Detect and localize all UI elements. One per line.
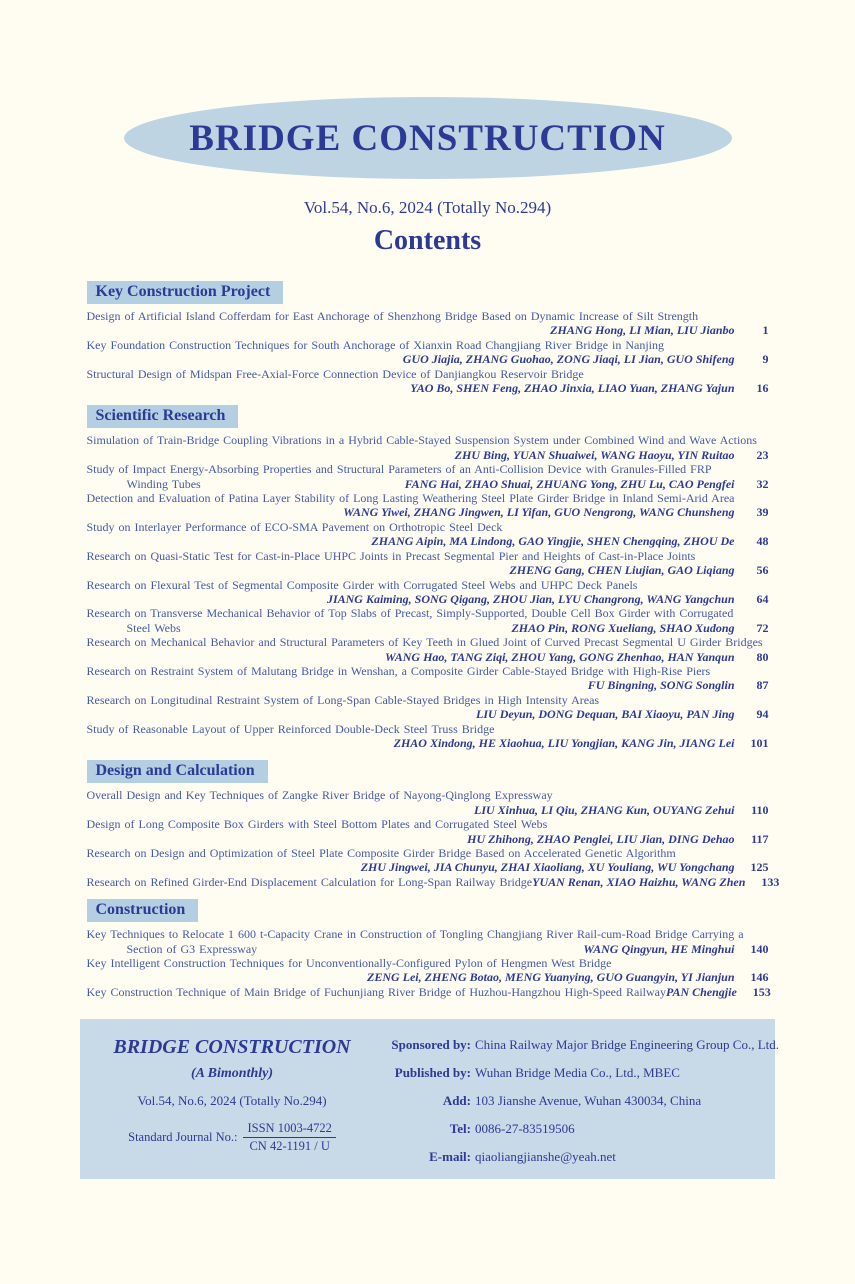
article-page-number: 117 [751, 831, 769, 846]
article-authors: LIU Deyun, DONG Dequan, BAI Xiaoyu, PAN Jing [476, 707, 735, 722]
article-title-continuation: Steel Webs [126, 620, 181, 635]
footer-info-label: Add: [442, 1093, 471, 1109]
authors-page-group [550, 323, 768, 337]
article-page-number: 146 [750, 970, 769, 985]
article-title-continuation: Winding Tubes [126, 476, 201, 491]
footer-subtitle: (A Bimonthly) [190, 1066, 274, 1082]
issn-value: ISSN 1003-4722 [243, 1121, 335, 1138]
journal-title-banner [124, 97, 732, 179]
article-authors: YAO Bo, SHEN Feng, ZHAO Jinxia, LIAO Yuan, ZHANG Yajun [410, 381, 735, 396]
authors-page-group [367, 970, 769, 984]
authors-page-group [394, 736, 769, 750]
footer-box [80, 1019, 780, 1179]
authors-page-group [410, 381, 768, 395]
footer-info-value: 103 Jianshe Avenue, Wuhan 430034, China [475, 1093, 702, 1109]
article-page-number: 87 [756, 678, 769, 693]
article-title-continuation: Section of G3 Expressway [126, 941, 258, 956]
toc-entry [87, 956, 769, 985]
section-label: Design and Calculation [95, 762, 255, 780]
article-page-number: 23 [756, 447, 769, 462]
footer-info-row [376, 1065, 779, 1081]
article-title: Study of Reasonable Layout of Upper Reinforced Double-Deck Steel Truss Bridge [86, 721, 495, 736]
article-authors: ZHENG Gang, CHEN Liujian, GAO Liqiang [509, 563, 735, 578]
toc-entry [87, 309, 769, 338]
article-page-number: 32 [756, 476, 769, 491]
article-page-number: 140 [750, 941, 769, 956]
article-title: Research on Longitudinal Restraint System of Long-Span Cable-Stayed Bridges in High Intensity Areas [86, 692, 600, 707]
article-authors: WANG Qingyun, HE Minghui [583, 941, 735, 956]
authors-page-group [327, 592, 769, 606]
article-authors: GUO Jiajia, ZHANG Guohao, ZONG Jiaqi, LI Jian, GUO Shifeng [402, 352, 735, 367]
article-page-number: 39 [756, 505, 769, 520]
article-page-number: 9 [762, 352, 769, 367]
page [0, 97, 855, 1179]
article-page-number: 64 [756, 591, 769, 606]
article-title: Research on Transverse Mechanical Behavior of Top Slabs of Precast, Simply-Supported, Double Cell Box Girder with Corrugated [86, 606, 734, 621]
footer-info-rows [376, 1036, 779, 1179]
footer-volume-line: Vol.54, No.6, 2024 (Totally No.294) [137, 1093, 327, 1109]
article-page-number: 48 [756, 534, 769, 549]
toc-entry [87, 788, 769, 817]
toc-entry [87, 491, 769, 520]
article-authors: FANG Hai, ZHAO Shuai, ZHUANG Yong, ZHU Lu, CAO Pengfei [404, 476, 735, 491]
toc-entry [87, 985, 769, 999]
authors-page-group [511, 621, 768, 635]
toc-entry [87, 367, 769, 396]
section-header [87, 899, 199, 922]
standard-journal-label: Standard Journal No.: [128, 1130, 238, 1145]
footer-info-row [376, 1121, 779, 1137]
article-authors: WANG Yiwei, ZHANG Jingwen, LI Yifan, GUO Nengrong, WANG Chunsheng [343, 505, 735, 520]
authors-page-group [588, 678, 769, 692]
footer-info-label: Tel: [449, 1121, 471, 1137]
article-authors: ZHANG Hong, LI Mian, LIU Jianbo [550, 323, 735, 338]
authors-page-group [405, 477, 769, 491]
authors-page-group [371, 534, 768, 548]
toc [86, 281, 780, 999]
article-title: Design of Long Composite Box Girders with Steel Bottom Plates and Corrugated Steel Webs [86, 817, 548, 832]
article-page-number: 56 [756, 563, 769, 578]
article-title: Research on Design and Optimization of Steel Plate Composite Girder Bridge Based on Accelerated Genetic Algorithm [86, 846, 676, 860]
article-page-number: 101 [750, 735, 769, 750]
cn-value: CN 42-1191 / U [249, 1139, 330, 1154]
article-authors: WANG Hao, TANG Ziqi, ZHOU Yang, GONG Zhenhao, HAN Yanqun [384, 649, 735, 664]
footer-standard-journal-no [88, 1121, 376, 1154]
article-title: Key Construction Technique of Main Bridge of Fuchunjiang River Bridge of Huzhou-Hangzhou High-Speed Railway [86, 984, 666, 999]
article-title: Structural Design of Midspan Free-Axial-Force Connection Device of Danjiangkou Reservoir Bridge [86, 366, 584, 381]
footer-info-value: qiaoliangjianshe@yeah.net [475, 1149, 616, 1165]
section-header [87, 760, 268, 783]
footer-info-value: 0086-27-83519506 [475, 1121, 575, 1137]
article-title: Research on Quasi-Static Test for Cast-in-Place UHPC Joints in Precast Segmental Pier and Heights of Cast-in-Place Joints [86, 548, 696, 563]
toc-entry [87, 606, 769, 635]
toc-entry [87, 520, 769, 549]
article-title: Simulation of Train-Bridge Coupling Vibrations in a Hybrid Cable-Stayed Suspension System under Combined Wind and Wave Actions [86, 433, 757, 448]
toc-entry [87, 664, 769, 693]
authors-page-group [476, 707, 768, 721]
section-label: Key Construction Project [95, 283, 271, 300]
footer-info-value: China Railway Major Bridge Engineering Group Co., Ltd. [475, 1037, 780, 1053]
footer-info-label: E-mail: [429, 1149, 471, 1165]
footer-info-label: Published by: [394, 1065, 471, 1081]
article-authors: FU Bingning, SONG Songlin [587, 678, 735, 693]
article-page-number: 72 [756, 620, 769, 635]
article-authors: ZENG Lei, ZHENG Botao, MENG Yuanying, GUO Guangyin, YI Jianjun [366, 970, 735, 985]
authors-page-group [467, 832, 768, 846]
article-authors: YUAN Renan, XIAO Haizhu, WANG Zhen [532, 874, 746, 889]
volume-line: Vol.54, No.6, 2024 (Totally No.294) [303, 198, 552, 217]
footer-journal-title: BRIDGE CONSTRUCTION [113, 1036, 351, 1059]
article-page-number: 153 [752, 984, 771, 999]
toc-entry [86, 874, 780, 889]
article-title: Study of Impact Energy-Absorbing Properties and Structural Parameters of an Anti-Collision Device with Granules-Filled FRP [86, 462, 712, 477]
article-title: Key Foundation Construction Techniques for South Anchorage of Xianxin Road Changjiang River Bridge in Nanjing [86, 337, 665, 352]
section-label: Construction [95, 901, 186, 919]
article-title: Detection and Evaluation of Patina Layer Stability of Long Lasting Weathering Steel Plate Girder Bridge in Inland Semi-Arid Area [86, 491, 735, 506]
authors-page-group [343, 505, 768, 519]
issn-cn-fraction [243, 1121, 335, 1154]
toc-entry [87, 817, 769, 846]
journal-title: BRIDGE CONSTRUCTION [189, 117, 666, 159]
article-title: Study on Interlayer Performance of ECO-SMA Pavement on Orthotropic Steel Deck [86, 519, 503, 534]
toc-entry [87, 635, 769, 664]
footer-info-value: Wuhan Bridge Media Co., Ltd., MBEC [475, 1065, 680, 1081]
section-header [87, 405, 239, 428]
article-authors: ZHAO Pin, RONG Xueliang, SHAO Xudong [511, 620, 735, 635]
authors-page-group [474, 803, 769, 817]
article-authors: ZHU Bing, YUAN Shuaiwei, WANG Haoyu, YIN Ruitao [454, 447, 735, 462]
article-title: Research on Refined Girder-End Displacement Calculation for Long-Span Railway Bridge [86, 874, 533, 889]
article-authors: JIANG Kaiming, SONG Qigang, ZHOU Jian, LYU Changrong, WANG Yangchun [326, 591, 735, 606]
authors-page-group [385, 650, 769, 664]
toc-entry [87, 722, 769, 751]
article-authors: ZHANG Aipin, MA Lindong, GAO Yingjie, SHEN Chengqing, ZHOU De [371, 534, 735, 549]
authors-page-group [666, 985, 771, 999]
article-title: Overall Design and Key Techniques of Zangke River Bridge of Nayong-Qinglong Expressway [86, 788, 553, 803]
toc-entry [87, 846, 769, 875]
article-authors: ZHU Jingwei, JIA Chunyu, ZHAI Xiaoliang, XU Youliang, WU Yongchang [360, 860, 735, 875]
article-title: Research on Flexural Test of Segmental Composite Girder with Corrugated Steel Webs and UHPC Deck Panels [86, 577, 638, 592]
article-page-number: 1 [762, 323, 769, 338]
article-authors: LIU Xinhua, LI Qiu, ZHANG Kun, OUYANG Zehui [474, 802, 735, 817]
section-header [87, 281, 284, 304]
authors-page-group [361, 860, 769, 874]
toc-entry [87, 549, 769, 578]
article-title: Key Techniques to Relocate 1 600 t-Capacity Crane in Construction of Tongling Changjiang River Rail-cum-Road Bridge Carrying a [86, 927, 744, 942]
toc-entry [87, 433, 769, 462]
article-title: Research on Mechanical Behavior and Structural Parameters of Key Teeth in Glued Joint of Curved Precast Segmental U Girder Bridges [86, 635, 763, 650]
section-label: Scientific Research [95, 407, 226, 425]
article-page-number: 133 [761, 874, 780, 889]
footer-info-row [376, 1037, 779, 1053]
footer-left-column [88, 1036, 376, 1179]
authors-page-group [455, 448, 769, 462]
footer-info-row [376, 1093, 779, 1109]
authors-page-group [403, 352, 769, 366]
toc-entry [87, 927, 769, 956]
toc-entry [87, 338, 769, 367]
authors-page-group [509, 563, 768, 577]
article-page-number: 16 [756, 381, 769, 396]
toc-entry [87, 693, 769, 722]
article-title: Research on Restraint System of Malutang Bridge in Wenshan, a Composite Girder Cable-Stayed Bridge with High-Rise Piers [86, 663, 711, 678]
article-title: Key Intelligent Construction Techniques for Unconventionally-Configured Pylon of Hengmen West Bridge [86, 956, 612, 971]
toc-entry [87, 462, 769, 491]
article-authors: HU Zhihong, ZHAO Penglei, LIU Jian, DING Dehao [467, 831, 735, 846]
footer-info-label: Sponsored by: [391, 1037, 471, 1053]
article-page-number: 125 [750, 860, 769, 875]
article-page-number: 94 [756, 707, 769, 722]
contents-heading: Contents [373, 225, 482, 256]
authors-page-group [583, 942, 768, 956]
toc-entry [87, 578, 769, 607]
article-page-number: 110 [751, 802, 769, 817]
authors-page-group [532, 875, 779, 889]
footer-info-row [376, 1149, 779, 1165]
article-title: Design of Artificial Island Cofferdam for East Anchorage of Shenzhong Bridge Based on Dynamic Increase of Silt Strength [86, 309, 699, 323]
article-page-number: 80 [756, 649, 769, 664]
article-authors: PAN Chengjie [666, 984, 737, 999]
article-authors: ZHAO Xindong, HE Xiaohua, LIU Yongjian, KANG Jin, JIANG Lei [393, 735, 735, 750]
